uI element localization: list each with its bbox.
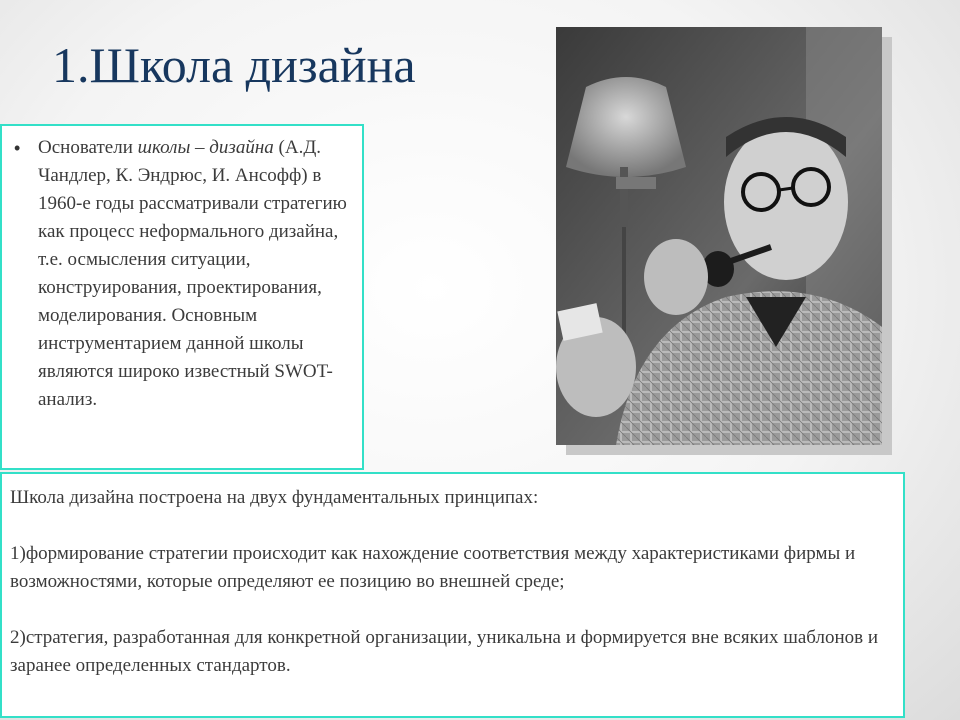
founders-text-part4: А.Д. Чандлер, К. Эндрюс, И. Ансофф) в 1960-е годы рассматривали стратегию как процесс неформального дизайна, т.е. осмысления ситуации, конструирования, проектирования, моделирования. Основным инструментарием данной школы являются широко известный SWOT- анализ. xyxy=(38,137,347,410)
founders-text-part1: Основатели xyxy=(38,137,138,158)
bullet-icon: • xyxy=(14,138,21,158)
portrait-photo xyxy=(556,27,882,445)
principles-intro: Школа дизайна построена на двух фундаментальных принципах: xyxy=(10,487,539,508)
principle-2: 2)стратегия, разработанная для конкретной организации, уникальна и формируется вне всяких шаблонов и заранее определенных стандартов. xyxy=(10,627,879,676)
principles-box xyxy=(0,472,905,718)
founders-text-italic: школы – дизайна xyxy=(137,137,274,158)
founders-box xyxy=(0,124,364,470)
founders-text xyxy=(38,134,354,414)
slide-title: 1.Школа дизайна xyxy=(52,37,416,93)
principle-1: 1)формирование стратегии происходит как нахождение соответствия между характеристиками фирмы и возможностями, которые определяют ее позицию во внешней среде; xyxy=(10,543,856,592)
founders-text-part3: ( xyxy=(273,137,285,158)
